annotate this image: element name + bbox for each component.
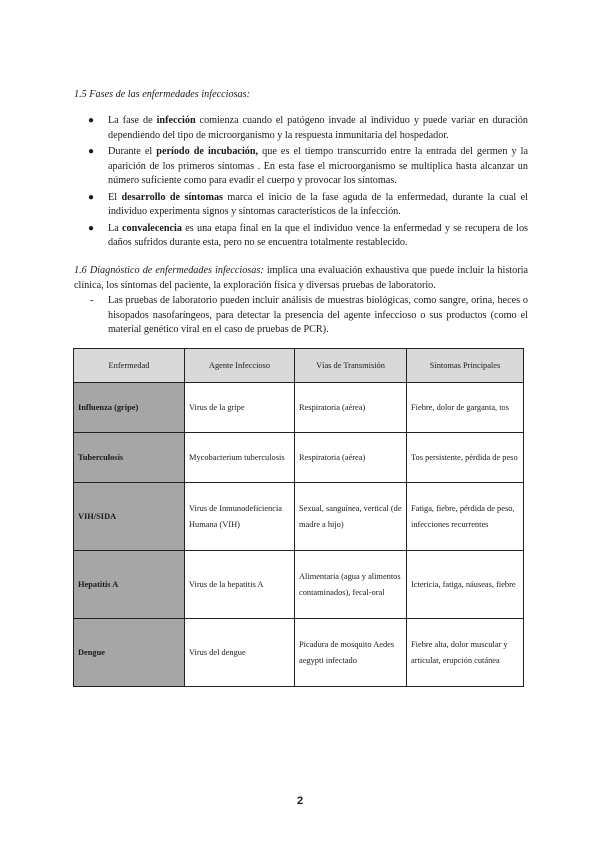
route-cell: Respiratoria (aérea) [295,383,407,433]
column-header: Enfermedad [74,349,185,383]
agent-cell: Virus del dengue [185,619,295,687]
disease-cell: Tuberculosis [74,433,185,483]
phases-list [74,114,528,253]
column-header: Agente Infeccioso [185,349,295,383]
table-row [74,483,524,551]
section-heading-1-6: 1.6 Diagnóstico de enfermedades infecciosas: [74,265,264,276]
disease-cell: Hepatitis A [74,551,185,619]
symptoms-cell: Tos persistente, pérdida de peso [407,433,524,483]
table-row [74,551,524,619]
symptoms-cell: Ictericia, fatiga, náuseas, fiebre [407,551,524,619]
list-item: ● El desarrollo de síntomas marca el inicio de la fase aguda de la enfermedad, durante la cual el individuo experimenta signos y síntomas característicos de la infección. [88,191,528,217]
list-item: ● Durante el período de incubación, que es el tiempo transcurrido entre la entrada del germen y la aparición de los primeros síntomas . En esta fase el microorganismo se multiplica hasta alcanzar un número suficiente como para evadir el cuerpo y provocar los síntomas. [88,146,528,186]
list-item: ● La fase de infección comienza cuando el patógeno invade al individuo y puede variar en duración dependiendo del tipo de microorganismo y la respuesta inmunitaria del hospedador. [88,115,528,141]
section-1-6-paragraph: 1.6 Diagnóstico de enfermedades infecciosas: implica una evaluación exhaustiva que puede incluir la historia clínica, los síntomas del paciente, la exploración física y diversas pruebas de laboratorio. [74,265,528,291]
table-row [74,383,524,433]
disease-cell: VIH/SIDA [74,483,185,551]
route-cell: Alimentaria (agua y alimentos contaminados), fecal-oral [295,551,407,619]
column-header: Síntomas Principales [407,349,524,383]
agent-cell: Virus de la gripe [185,383,295,433]
table-header-row [74,349,524,383]
route-cell: Respiratoria (aérea) [295,433,407,483]
bullet-icon: ● [88,222,95,234]
disease-cell: Influenza (gripe) [74,383,185,433]
page-number: 2 [296,795,304,807]
section-heading-1-5: 1.5 Fases de las enfermedades infecciosas: [74,89,250,100]
symptoms-cell: Fiebre alta, dolor muscular y articular, erupción cutánea [407,619,524,687]
diseases-table [73,348,524,687]
agent-cell: Virus de Inmunodeficiencia Humana (VIH) [185,483,295,551]
bullet-icon: ● [88,191,95,203]
symptoms-cell: Fiebre, dolor de garganta, tos [407,383,524,433]
symptoms-cell: Fatiga, fiebre, pérdida de peso, infecciones recurrentes [407,483,524,551]
disease-cell: Dengue [74,619,185,687]
route-cell: Picadura de mosquito Aedes aegypti infectado [295,619,407,687]
column-header: Vías de Transmisión [295,349,407,383]
agent-cell: Mycobacterium tuberculosis [185,433,295,483]
dash-list-item: - Las pruebas de laboratorio pueden incluir análisis de muestras biológicas, como sangre, orina, heces o hisopados nasofaríngeos, para detectar la presencia del agente infeccioso o sus productos (como el material genético viral en el caso de pruebas de PCR). [90,295,528,335]
dash-marker: - [90,295,94,306]
table-row [74,619,524,687]
agent-cell: Virus de la hepatitis A [185,551,295,619]
route-cell: Sexual, sanguínea, vertical (de madre a hijo) [295,483,407,551]
bullet-icon: ● [88,146,95,157]
table-row [74,433,524,483]
bullet-icon: ● [88,115,95,126]
list-item: ● La convalecencia es una etapa final en la que el individuo vence la enfermedad y se recupera de los daños sufridos durante esta, pero no se encuentra totalmente restablecido. [88,222,528,248]
